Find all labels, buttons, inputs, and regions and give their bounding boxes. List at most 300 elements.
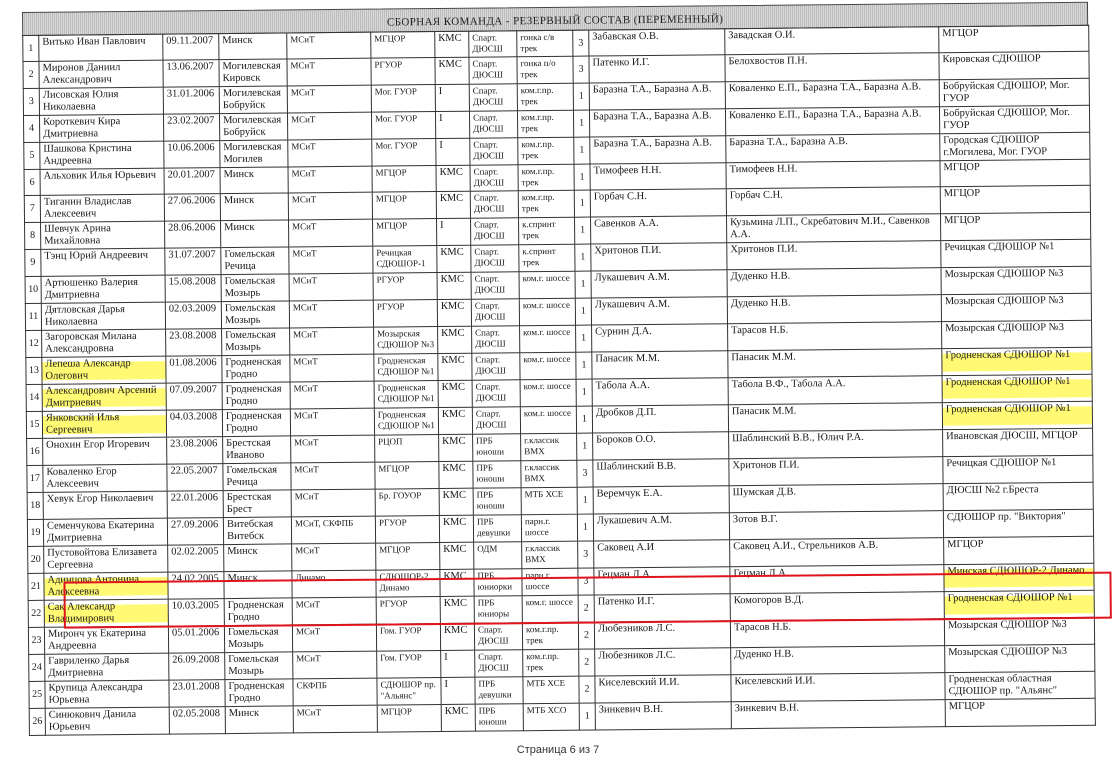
cell-region-city: Гродненская Гродно bbox=[225, 679, 293, 707]
cell-event-category: Спарт. ДЮСШ bbox=[469, 31, 517, 57]
cell-discipline: г.классик ВМХ bbox=[521, 433, 577, 461]
cell-birth-date: 22.01.2006 bbox=[167, 491, 223, 519]
scanned-sheet bbox=[22, 2, 1095, 752]
cell-sport-rank: КМС bbox=[437, 245, 471, 272]
cell-event-category: Спарт. ДЮСШ bbox=[471, 299, 519, 326]
cell-row-number: 18 bbox=[27, 492, 43, 519]
cell-region-city: Гомельская Мозырь bbox=[224, 625, 292, 653]
cell-sport-rank: КМС bbox=[437, 299, 471, 326]
cell-event-category: ПРБ девушки bbox=[473, 515, 521, 542]
cell-discipline: гонка п/о трек bbox=[517, 56, 573, 84]
cell-sports-school: Гродненская СДЮШОР №1 bbox=[944, 590, 1094, 618]
roster-table bbox=[22, 25, 1096, 736]
cell-region-city: Минск bbox=[220, 167, 288, 194]
cell-first-coach: Хритонов П.И. bbox=[727, 241, 941, 270]
cell-birth-date: 02.03.2009 bbox=[165, 302, 221, 330]
cell-athlete-name: Лепеша Александр Олегович bbox=[42, 356, 166, 384]
cell-first-coach: Панасик М.М. bbox=[728, 403, 942, 432]
cell-row-number: 19 bbox=[27, 519, 43, 546]
cell-athlete-name: Артюшенко Валерия Дмитриевна bbox=[41, 275, 165, 303]
cell-event-category: Спарт. ДЮСШ bbox=[472, 407, 520, 434]
cell-discipline: ком.г.пр. трек bbox=[518, 164, 574, 191]
cell-sport-rank: I bbox=[441, 650, 475, 677]
cell-region-city: Могилевская Бобруйск bbox=[219, 113, 287, 141]
cell-sports-school: Бобруйская СДЮШОР, Мог. ГУОР bbox=[939, 78, 1089, 106]
cell-athlete-name: Пустовойтова Елизавета Сергеевна bbox=[44, 545, 168, 573]
cell-birth-date: 24.02.2005 bbox=[168, 572, 224, 600]
cell-organization: МСиТ bbox=[293, 651, 377, 679]
cell-first-coach: Комогоров В.Д. bbox=[730, 592, 944, 621]
cell-stage: 1 bbox=[577, 514, 593, 541]
cell-birth-date: 04.03.2008 bbox=[166, 410, 222, 438]
cell-stage: 3 bbox=[577, 460, 593, 487]
cell-region-city: Гомельская Мозырь bbox=[221, 274, 289, 302]
cell-birth-date: 05.01.2006 bbox=[168, 626, 224, 654]
cell-birth-date: 27.06.2006 bbox=[164, 194, 220, 222]
cell-sports-school: Гродненская СДЮШОР №1 bbox=[942, 347, 1092, 375]
cell-training-center: РГУОР bbox=[373, 273, 437, 301]
cell-discipline: ком.г. шоссе bbox=[520, 352, 576, 380]
cell-event-category: Спарт. ДЮСШ bbox=[475, 650, 523, 677]
cell-first-coach: Коваленко Е.П., Баразна Т.А., Баразна А.В. bbox=[725, 107, 939, 136]
cell-organization: МСиТ, СКФПБ bbox=[291, 516, 375, 544]
cell-region-city: Брестская Иваново bbox=[223, 436, 291, 464]
cell-athlete-name: Александрович Арсений Дмитриевич bbox=[42, 383, 166, 411]
cell-sports-school: Гродненская СДЮШОР №1 bbox=[942, 401, 1092, 429]
cell-sports-school: ДЮСШ №2 г.Бреста bbox=[943, 482, 1093, 510]
cell-training-center: Речицкая СДЮШОР-1 bbox=[373, 246, 437, 274]
cell-discipline: к.спринт трек bbox=[519, 244, 575, 272]
cell-organization: МСиТ bbox=[287, 58, 371, 86]
cell-first-coach: Хритонов П.И. bbox=[729, 457, 943, 486]
cell-sport-rank: КМС bbox=[439, 461, 473, 488]
cell-sports-school: МГЦОР bbox=[939, 25, 1089, 52]
cell-first-coach: Дуденко Н.В. bbox=[727, 268, 941, 297]
cell-sport-rank: КМС bbox=[438, 380, 472, 407]
cell-discipline: ком.г. шоссе bbox=[520, 379, 576, 407]
cell-training-center: СДЮШОР-2 Динамо bbox=[376, 570, 440, 598]
cell-athlete-name: Загоровская Милана Александровна bbox=[42, 329, 166, 357]
cell-region-city: Минск bbox=[221, 220, 289, 248]
cell-first-coach: Тарасов Н.Б. bbox=[730, 619, 944, 648]
cell-birth-date: 23.08.2006 bbox=[167, 437, 223, 465]
cell-discipline: ком.г.пр. трек bbox=[518, 137, 574, 165]
cell-first-coach: Шумская Д.В. bbox=[729, 484, 943, 513]
cell-personal-coach: Лукашевич А.М. bbox=[591, 297, 727, 325]
cell-birth-date: 20.01.2007 bbox=[164, 168, 220, 195]
cell-region-city: Могилевская Кировск bbox=[219, 59, 287, 87]
cell-training-center: РГУОР bbox=[376, 597, 440, 625]
cell-first-coach: Баразна Т.А., Баразна А.В. bbox=[726, 134, 940, 163]
cell-personal-coach: Панасик М.М. bbox=[592, 351, 728, 379]
cell-stage: 2 bbox=[578, 595, 594, 622]
cell-training-center: Мог. ГУОР bbox=[371, 85, 435, 113]
cell-event-category: Спарт. ДЮСШ bbox=[472, 353, 520, 380]
cell-row-number: 23 bbox=[28, 627, 44, 654]
cell-training-center: МГЦОР bbox=[372, 166, 436, 193]
cell-event-category: ПРБ девушки bbox=[475, 677, 523, 704]
cell-region-city: Минск bbox=[220, 193, 288, 221]
cell-first-coach: Дуденко Н.В. bbox=[727, 295, 941, 324]
cell-athlete-name: Тиганин Владислав Алексеевич bbox=[40, 194, 164, 222]
cell-athlete-name: Лисовская Юлия Николаевна bbox=[39, 87, 163, 115]
cell-birth-date: 15.08.2008 bbox=[165, 275, 221, 303]
cell-organization: МСиТ bbox=[291, 462, 375, 490]
cell-sports-school: Мозырская СДЮШОР №3 bbox=[944, 617, 1094, 645]
cell-row-number: 15 bbox=[26, 411, 42, 438]
cell-athlete-name: Шашкова Кристина Андреевна bbox=[40, 141, 164, 169]
cell-birth-date: 31.07.2007 bbox=[165, 248, 221, 276]
cell-training-center: Гродненская СДЮШОР №1 bbox=[374, 354, 438, 382]
cell-personal-coach: Любезников Л.С. bbox=[595, 648, 731, 676]
cell-event-category: Спарт. ДЮСШ bbox=[469, 111, 517, 138]
cell-athlete-name: Семенчукова Екатерина Дмитриевна bbox=[43, 518, 167, 546]
cell-sport-rank: КМС bbox=[436, 191, 470, 218]
cell-discipline: к.спринт трек bbox=[518, 217, 574, 245]
cell-first-coach: Гецман Л.А. bbox=[730, 565, 944, 594]
cell-sports-school: Гродненская областная СДЮШОР пр. "Альянс" bbox=[945, 671, 1095, 699]
cell-discipline: парн.г. шоссе bbox=[521, 514, 577, 542]
cell-personal-coach: Лукашевич А.М. bbox=[591, 270, 727, 298]
cell-event-category: ПРБ юноши bbox=[473, 488, 521, 515]
cell-sport-rank: КМС bbox=[440, 542, 474, 569]
cell-organization: МСиТ bbox=[287, 85, 371, 113]
cell-event-category: Спарт. ДЮСШ bbox=[471, 245, 519, 272]
cell-sport-rank: КМС bbox=[438, 326, 472, 353]
cell-organization: МСиТ bbox=[288, 139, 372, 167]
cell-first-coach: Киселевский И.И. bbox=[731, 673, 945, 702]
cell-stage: 1 bbox=[573, 83, 589, 110]
cell-training-center: Гом. ГУОР bbox=[377, 651, 441, 679]
cell-event-category: ПРБ юноши bbox=[473, 461, 521, 488]
cell-personal-coach: Зинкевич В.Н. bbox=[595, 702, 731, 730]
cell-birth-date: 28.06.2006 bbox=[165, 221, 221, 249]
cell-first-coach: Табола В.Ф., Табола А.А. bbox=[728, 376, 942, 405]
cell-personal-coach: Шаблинский В.В. bbox=[593, 459, 729, 487]
cell-stage: 2 bbox=[579, 676, 595, 703]
cell-discipline: парн.г. шоссе bbox=[522, 568, 578, 596]
cell-stage: 3 bbox=[578, 568, 594, 595]
cell-first-coach: Панасик М.М. bbox=[728, 349, 942, 378]
cell-personal-coach: Лукашевич А.М. bbox=[593, 513, 729, 541]
cell-first-coach: Горбач С.Н. bbox=[726, 187, 940, 216]
cell-sport-rank: КМС bbox=[436, 165, 470, 191]
cell-event-category: ПРБ юниоры bbox=[474, 596, 522, 623]
cell-row-number: 14 bbox=[26, 384, 42, 411]
cell-first-coach: Тарасов Н.Б. bbox=[728, 322, 942, 351]
cell-birth-date: 23.01.2008 bbox=[169, 680, 225, 708]
cell-birth-date: 10.03.2005 bbox=[168, 599, 224, 627]
cell-sports-school: Мозырская СДЮШОР №3 bbox=[942, 320, 1092, 348]
cell-region-city: Минск bbox=[219, 33, 287, 60]
cell-athlete-name: Крупица Александра Юрьевна bbox=[45, 680, 169, 708]
cell-athlete-name: Тэнц Юрий Андреевич bbox=[41, 248, 165, 276]
cell-training-center: Мозырская СДЮШОР №3 bbox=[374, 327, 438, 355]
cell-training-center: РЦОП bbox=[375, 435, 439, 463]
cell-event-category: Спарт. ДЮСШ bbox=[472, 380, 520, 407]
cell-training-center: РГУОР bbox=[375, 516, 439, 544]
cell-athlete-name: Коваленко Егор Алексеевич bbox=[43, 464, 167, 492]
cell-training-center: Бр. ГОУОР bbox=[375, 489, 439, 517]
cell-organization: МСиТ bbox=[292, 543, 376, 571]
cell-stage: 1 bbox=[576, 325, 592, 352]
cell-first-coach: Завадская О.И. bbox=[725, 27, 939, 55]
cell-event-category: ПРБ юниорки bbox=[474, 569, 522, 596]
cell-training-center: МГЦОР bbox=[377, 705, 441, 733]
cell-personal-coach: Хритонов П.И. bbox=[591, 243, 727, 271]
cell-organization: МСиТ bbox=[290, 381, 374, 409]
cell-first-coach: Коваленко Е.П., Баразна Т.А., Баразна А.В. bbox=[725, 80, 939, 109]
cell-athlete-name: Синюкович Данила Юрьевич bbox=[45, 707, 169, 735]
cell-sports-school: Речицкая СДЮШОР №1 bbox=[943, 455, 1093, 483]
cell-event-category: Спарт. ДЮСШ bbox=[472, 326, 520, 353]
cell-birth-date: 10.06.2006 bbox=[164, 141, 220, 169]
cell-row-number: 13 bbox=[26, 357, 42, 384]
cell-sports-school: Мозырская СДЮШОР №3 bbox=[945, 644, 1095, 672]
cell-region-city: Минск bbox=[224, 571, 292, 599]
cell-personal-coach: Сурнин Д.А. bbox=[592, 324, 728, 352]
cell-training-center: Мог. ГУОР bbox=[371, 112, 435, 140]
cell-sports-school: Гродненская СДЮШОР №1 bbox=[942, 374, 1092, 402]
cell-organization: МСиТ bbox=[292, 624, 376, 652]
cell-sports-school: МГЦОР bbox=[945, 698, 1095, 726]
cell-stage: 1 bbox=[579, 703, 595, 730]
cell-region-city: Гомельская Речица bbox=[223, 463, 291, 491]
cell-row-number: 10 bbox=[25, 276, 41, 303]
cell-row-number: 20 bbox=[28, 546, 44, 573]
cell-birth-date: 09.11.2007 bbox=[163, 34, 219, 61]
cell-birth-date: 23.02.2007 bbox=[163, 114, 219, 142]
cell-personal-coach: Патенко И.Г. bbox=[594, 594, 730, 622]
cell-stage: 1 bbox=[574, 190, 590, 217]
cell-sports-school: Городская СДЮШОР г.Могилева, Мог. ГУОР bbox=[940, 132, 1090, 160]
cell-row-number: 6 bbox=[24, 169, 40, 195]
cell-sports-school: МГЦОР bbox=[944, 536, 1094, 564]
cell-first-coach: Белохвостов П.Н. bbox=[725, 53, 939, 82]
cell-organization: МСиТ bbox=[290, 408, 374, 436]
cell-row-number: 9 bbox=[25, 249, 41, 276]
cell-athlete-name: Витько Иван Павлович bbox=[39, 34, 163, 61]
cell-organization: МСиТ bbox=[288, 166, 372, 193]
cell-organization: МСиТ bbox=[289, 219, 373, 247]
cell-event-category: Спарт. ДЮСШ bbox=[474, 623, 522, 650]
cell-stage: 3 bbox=[573, 56, 589, 83]
cell-organization: МСиТ bbox=[293, 705, 377, 733]
cell-athlete-name: Адинцова Антонина Алексеевна bbox=[44, 572, 168, 600]
cell-discipline: МТБ ХСЕ bbox=[521, 487, 577, 515]
cell-sport-rank: I bbox=[435, 84, 469, 111]
cell-sport-rank: КМС bbox=[441, 704, 475, 731]
cell-region-city: Минск bbox=[225, 706, 293, 734]
cell-region-city: Могилевская Бобруйск bbox=[219, 86, 287, 114]
cell-event-category: Спарт. ДЮСШ bbox=[470, 165, 518, 191]
cell-stage: 1 bbox=[577, 433, 593, 460]
cell-organization: МСиТ bbox=[291, 435, 375, 463]
cell-region-city: Гомельская Мозырь bbox=[222, 328, 290, 356]
cell-discipline: ком.г.пр. трек bbox=[518, 190, 574, 218]
cell-sports-school: МГЦОР bbox=[940, 212, 1090, 240]
cell-sports-school: Кировская СДЮШОР bbox=[939, 51, 1089, 79]
cell-region-city: Гродненская Гродно bbox=[224, 598, 292, 626]
cell-personal-coach: Дробков Д.П. bbox=[592, 405, 728, 433]
cell-athlete-name: Гавриленко Дарья Дмитриевна bbox=[45, 653, 169, 681]
cell-sports-school: Ивановская ДЮСШ, МГЦОР bbox=[943, 428, 1093, 456]
cell-personal-coach: Баразна Т.А., Баразна А.В. bbox=[589, 109, 725, 137]
cell-discipline: ком.г. шоссе bbox=[519, 271, 575, 299]
cell-discipline: ком.г. шоссе bbox=[520, 406, 576, 434]
cell-stage: 1 bbox=[574, 164, 590, 190]
cell-birth-date: 02.05.2008 bbox=[169, 707, 225, 735]
cell-organization: МСиТ bbox=[291, 489, 375, 517]
cell-organization: МСиТ bbox=[292, 597, 376, 625]
cell-sports-school: Мозырская СДЮШОР №3 bbox=[941, 293, 1091, 321]
cell-personal-coach: Тимофеев Н.Н. bbox=[590, 163, 726, 190]
cell-first-coach: Зотов В.Г. bbox=[729, 511, 943, 540]
cell-training-center: РГУОР bbox=[371, 58, 435, 86]
cell-discipline: гонка с/в трек bbox=[517, 30, 573, 57]
cell-personal-coach: Савенков А.А. bbox=[590, 216, 726, 244]
cell-sport-rank: КМС bbox=[435, 31, 469, 57]
cell-sport-rank: КМС bbox=[440, 569, 474, 596]
cell-row-number: 12 bbox=[26, 330, 42, 357]
cell-row-number: 3 bbox=[23, 88, 39, 115]
cell-sport-rank: КМС bbox=[438, 407, 472, 434]
page-footer: Страница 6 из 7 bbox=[516, 744, 600, 756]
cell-discipline: г.классик ВМХ bbox=[521, 460, 577, 488]
cell-sport-rank: КМС bbox=[440, 623, 474, 650]
cell-personal-coach: Патенко И.Г. bbox=[589, 55, 725, 83]
cell-sports-school: МГЦОР bbox=[940, 185, 1090, 213]
cell-event-category: ПРБ юноши bbox=[475, 704, 523, 731]
cell-region-city: Витебская Витебск bbox=[223, 517, 291, 545]
cell-row-number: 5 bbox=[24, 142, 40, 169]
cell-organization: МСиТ bbox=[287, 32, 371, 59]
cell-birth-date: 22.05.2007 bbox=[167, 464, 223, 492]
cell-athlete-name: Шевчук Арина Михайловна bbox=[41, 221, 165, 249]
cell-first-coach: Шаблинский В.В., Юлич Р.А. bbox=[729, 430, 943, 459]
cell-row-number: 17 bbox=[27, 465, 43, 492]
cell-sports-school: Минская СДЮШОР-2 Динамо bbox=[944, 563, 1094, 591]
cell-athlete-name: Альховик Илья Юрьевич bbox=[40, 168, 164, 195]
cell-sport-rank: I bbox=[437, 218, 471, 245]
cell-region-city: Гомельская Речица bbox=[221, 247, 289, 275]
cell-organization: МСиТ bbox=[290, 354, 374, 382]
cell-training-center: Гродненская СДЮШОР №1 bbox=[374, 381, 438, 409]
cell-sports-school: МГЦОР bbox=[940, 159, 1090, 186]
cell-row-number: 1 bbox=[23, 35, 39, 61]
cell-training-center: МГЦОР bbox=[372, 192, 436, 220]
cell-row-number: 7 bbox=[24, 195, 40, 222]
cell-training-center: МГЦОР bbox=[375, 462, 439, 490]
cell-event-category: Спарт. ДЮСШ bbox=[469, 84, 517, 111]
cell-region-city: Гродненская Гродно bbox=[222, 409, 290, 437]
cell-sport-rank: КМС bbox=[439, 434, 473, 461]
cell-birth-date: 13.06.2007 bbox=[163, 60, 219, 88]
cell-stage: 3 bbox=[578, 541, 594, 568]
cell-organization: МСиТ bbox=[289, 246, 373, 274]
cell-personal-coach: Баразна Т.А., Баразна А.В. bbox=[590, 136, 726, 164]
cell-stage: 2 bbox=[579, 649, 595, 676]
cell-stage: 2 bbox=[578, 622, 594, 649]
cell-discipline: ком.г. шоссе bbox=[522, 595, 578, 623]
cell-first-coach: Кузьмина Л.П., Скребатович М.И., Савенков А.А. bbox=[726, 214, 940, 243]
cell-birth-date: 01.08.2006 bbox=[166, 356, 222, 384]
cell-personal-coach: Бороков О.О. bbox=[593, 432, 729, 460]
cell-region-city: Минск bbox=[224, 544, 292, 572]
cell-stage: 1 bbox=[575, 271, 591, 298]
cell-sports-school: Мозырская СДЮШОР №3 bbox=[941, 266, 1091, 294]
cell-training-center: Мог. ГУОР bbox=[372, 139, 436, 167]
cell-event-category: Спарт. ДЮСШ bbox=[471, 272, 519, 299]
cell-stage: 1 bbox=[577, 487, 593, 514]
cell-discipline: МТБ ХСЕ bbox=[523, 676, 579, 704]
cell-discipline: ком.г.пр. трек bbox=[517, 110, 573, 138]
cell-region-city: Брестская Брест bbox=[223, 490, 291, 518]
cell-personal-coach: Веремчук Е.А. bbox=[593, 486, 729, 514]
cell-personal-coach: Горбач С.Н. bbox=[590, 189, 726, 217]
cell-sports-school: Речицкая СДЮШОР №1 bbox=[941, 239, 1091, 267]
cell-organization: МСиТ bbox=[288, 192, 372, 220]
cell-athlete-name: Короткевич Кира Дмитриевна bbox=[39, 114, 163, 142]
cell-region-city: Гомельская Мозырь bbox=[225, 652, 293, 680]
cell-row-number: 21 bbox=[28, 573, 44, 600]
cell-sport-rank: I bbox=[436, 138, 470, 165]
cell-sport-rank: КМС bbox=[435, 57, 469, 84]
cell-organization: Динамо bbox=[292, 570, 376, 598]
cell-training-center: РГУОР bbox=[373, 300, 437, 328]
cell-athlete-name: Сак Александр Владимирович bbox=[44, 599, 168, 627]
cell-personal-coach: Любезников Л.С. bbox=[594, 621, 730, 649]
cell-training-center: Гродненская СДЮШОР №1 bbox=[374, 408, 438, 436]
cell-region-city: Могилевская Могилев bbox=[220, 140, 288, 168]
cell-sport-rank: КМС bbox=[440, 596, 474, 623]
cell-stage: 1 bbox=[575, 244, 591, 271]
cell-stage: 1 bbox=[574, 137, 590, 164]
cell-region-city: Гомельская Мозырь bbox=[221, 301, 289, 329]
selection-highlight-box bbox=[63, 572, 1111, 629]
cell-event-category: Спарт. ДЮСШ bbox=[470, 191, 518, 218]
cell-organization: МСиТ bbox=[289, 273, 373, 301]
cell-athlete-name: Дятловская Дарья Николаевна bbox=[41, 302, 165, 330]
cell-birth-date: 27.09.2006 bbox=[167, 518, 223, 546]
cell-personal-coach: Табола А.А. bbox=[592, 378, 728, 406]
cell-birth-date: 07.09.2007 bbox=[166, 383, 222, 411]
cell-sports-school: Бобруйская СДЮШОР, Мог. ГУОР bbox=[939, 105, 1089, 133]
cell-athlete-name: Миронч ук Екатерина Андреевна bbox=[44, 626, 168, 654]
cell-discipline: ком.г.пр. трек bbox=[523, 649, 579, 677]
cell-birth-date: 23.08.2008 bbox=[166, 329, 222, 357]
cell-row-number: 22 bbox=[28, 600, 44, 627]
cell-discipline: МТБ ХСО bbox=[523, 703, 579, 731]
cell-personal-coach: Саковец А.И bbox=[594, 540, 730, 568]
cell-training-center: МГЦОР bbox=[373, 219, 437, 247]
cell-personal-coach: Гецман Л.А. bbox=[594, 567, 730, 595]
cell-event-category: ОДМ bbox=[474, 542, 522, 569]
cell-stage: 1 bbox=[576, 379, 592, 406]
cell-row-number: 24 bbox=[29, 654, 45, 681]
cell-stage: 3 bbox=[573, 30, 589, 56]
cell-event-category: Спарт. ДЮСШ bbox=[469, 57, 517, 84]
cell-stage: 1 bbox=[576, 406, 592, 433]
cell-event-category: Спарт. ДЮСШ bbox=[470, 138, 518, 165]
cell-stage: 1 bbox=[576, 352, 592, 379]
cell-birth-date: 02.02.2005 bbox=[168, 545, 224, 573]
cell-first-coach: Зинкевич В.Н. bbox=[731, 700, 945, 729]
cell-stage: 1 bbox=[575, 298, 591, 325]
cell-discipline: г.классик ВМХ bbox=[522, 541, 578, 569]
cell-row-number: 26 bbox=[29, 708, 45, 735]
cell-row-number: 4 bbox=[23, 115, 39, 142]
